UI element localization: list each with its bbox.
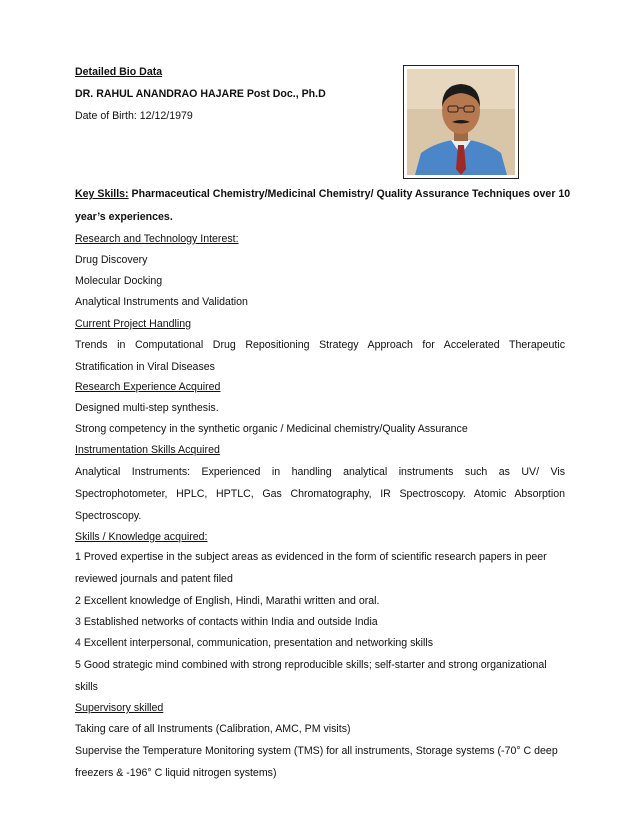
- supervisory-line-2: Supervise the Temperature Monitoring system (TMS) for all instruments, Storage systems (-70° C deep: [75, 745, 558, 757]
- skills-item-2: 2 Excellent knowledge of English, Hindi, Marathi written and oral.: [75, 595, 380, 607]
- list-item: Strong competency in the synthetic organic / Medicinal chemistry/Quality Assurance: [75, 423, 468, 435]
- research-interest-heading: Research and Technology Interest:: [75, 233, 239, 245]
- skills-item-3: 3 Established networks of contacts within India and outside India: [75, 616, 378, 628]
- list-item: Analytical Instruments and Validation: [75, 296, 248, 308]
- skills-item-1-line-1: 1 Proved expertise in the subject areas as evidenced in the form of scientific research papers in peer: [75, 551, 547, 563]
- date-of-birth: Date of Birth: 12/12/1979: [75, 110, 193, 122]
- person-name: DR. RAHUL ANANDRAO HAJARE Post Doc., Ph.D: [75, 88, 326, 100]
- supervisory-heading: Supervisory skilled: [75, 702, 164, 714]
- portrait-image: [407, 69, 515, 175]
- research-experience-heading: Research Experience Acquired: [75, 381, 221, 393]
- instrumentation-line-1: Analytical Instruments: Experienced in handling analytical instruments such as UV/ Vis: [75, 466, 565, 478]
- supervisory-line-3: freezers & -196° C liquid nitrogen systems): [75, 767, 277, 779]
- current-project-line-2: Stratification in Viral Diseases: [75, 361, 215, 373]
- instrumentation-line-2: Spectrophotometer, HPLC, HPTLC, Gas Chromatography, IR Spectroscopy. Atomic Absorption: [75, 488, 565, 500]
- document-title: Detailed Bio Data: [75, 66, 163, 78]
- skills-item-5-line-2: skills: [75, 681, 98, 693]
- list-item: Designed multi-step synthesis.: [75, 402, 219, 414]
- key-skills-text: Pharmaceutical Chemistry/Medicinal Chemistry/ Quality Assurance Techniques over 10: [128, 188, 571, 200]
- profile-photo: [403, 65, 519, 179]
- instrumentation-line-3: Spectroscopy.: [75, 510, 142, 522]
- current-project-line-1: Trends in Computational Drug Repositioning Strategy Approach for Accelerated Therapeutic: [75, 339, 565, 351]
- skills-knowledge-heading: Skills / Knowledge acquired:: [75, 531, 208, 543]
- key-skills-line-1: [75, 187, 571, 201]
- list-item: Drug Discovery: [75, 254, 148, 266]
- key-skills-label: Key Skills:: [75, 188, 129, 200]
- current-project-heading: Current Project Handling: [75, 318, 191, 330]
- instrumentation-heading: Instrumentation Skills Acquired: [75, 444, 220, 456]
- key-skills-line-2: year’s experiences.: [75, 211, 173, 223]
- skills-item-4: 4 Excellent interpersonal, communication, presentation and networking skills: [75, 637, 434, 649]
- supervisory-line-1: Taking care of all Instruments (Calibration, AMC, PM visits): [75, 723, 351, 735]
- list-item: Molecular Docking: [75, 275, 163, 287]
- skills-item-1-line-2: reviewed journals and patent filed: [75, 573, 233, 585]
- skills-item-5-line-1: 5 Good strategic mind combined with strong reproducible skills; self-starter and strong organizational: [75, 659, 547, 671]
